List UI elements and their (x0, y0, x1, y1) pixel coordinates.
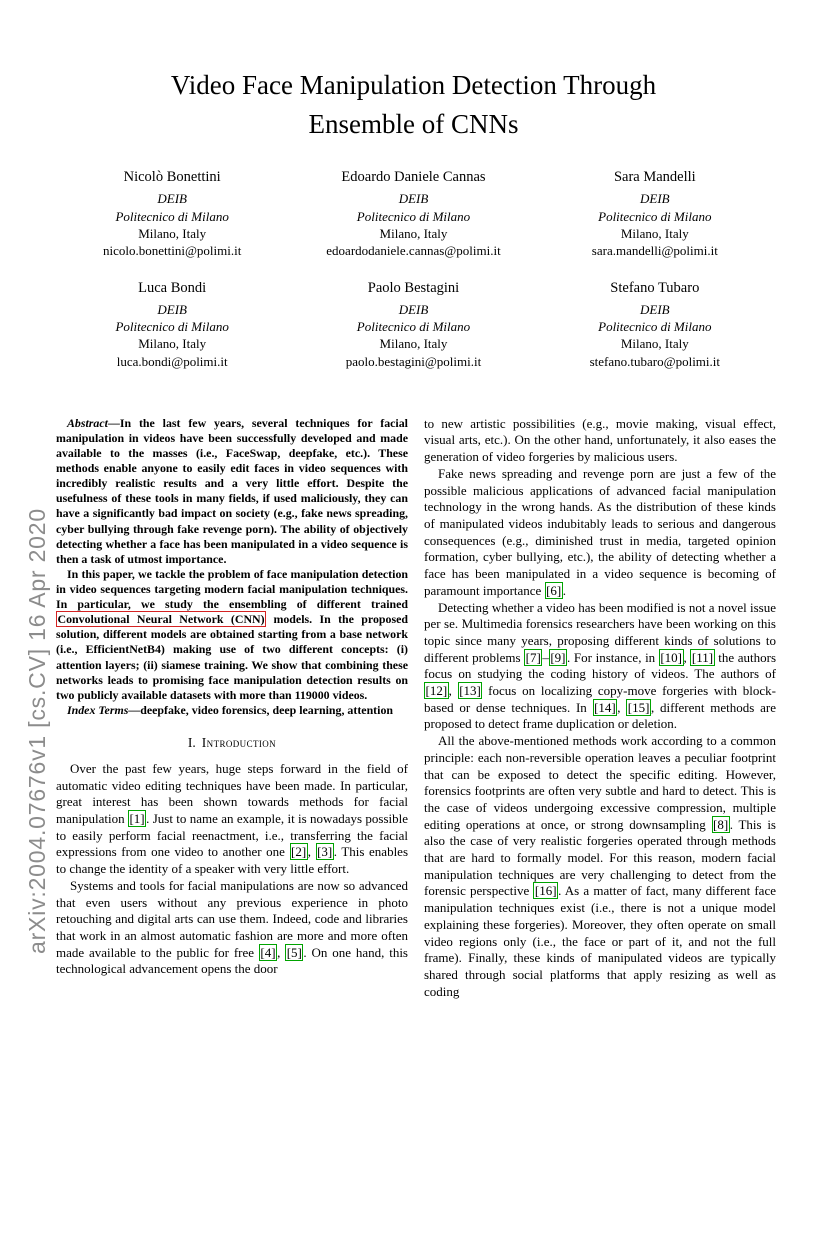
two-column-body (56, 416, 776, 1001)
author-name: Stefano Tubaro (610, 280, 700, 297)
body-paragraph: Detecting whether a video has been modified is not a novel issue per se. Multimedia forensics researchers have been working on this topic since many years, proposing different kinds of solutions to different problems [7] – [9] . For instance, in [10] , [11] the authors focus on studying the coding history of videos. The authors of [12] , [13] focus on localizing copy-move forgeries with block-based or dense techniques. In [14] , [15] , different methods are proposed to detect frame duplication or deletion. (424, 599, 777, 732)
author-name: Luca Bondi (138, 280, 207, 297)
author-dept: DEIB (398, 302, 429, 318)
abstract-label: Abstract— (67, 415, 120, 430)
body-paragraph: to new artistic possibilities (e.g., movie making, visual effect, visual arts, etc.). On the other hand, unfortunately, it also eases the generation of video forgeries by malicious users. (424, 415, 776, 465)
author-block (52, 279, 293, 370)
abstract-text: In the last few years, several techniques for facial manipulation in videos have been successfully developed and made available to the masses (i.e., FaceSwap, deepfake, etc.). These methods enable anyone to easily edit faces in video sequences with incredibly realistic results and a very little effort. Despite the usefulness of these tools in many fields, if used maliciously, they can have a significantly bad impact on society (e.g., fake news spreading, cyber bullying through fake revenge porn). The ability of objectively detecting whether a face has been manipulated in a video sequence is then a task of utmost importance. (56, 415, 408, 566)
index-terms-label: Index Terms— (67, 702, 141, 717)
author-email: paolo.bestagini@polimi.it (345, 353, 482, 369)
index-terms-text: deepfake, video forensics, deep learning, attention (140, 702, 394, 717)
paper-title-line-2: Ensemble of CNNs (308, 109, 519, 140)
author-block (52, 168, 293, 259)
author-affiliation: Politecnico di Milano (115, 208, 229, 224)
arxiv-stamp: arXiv:2004.07676v1 [cs.CV] 16 Apr 2020 (24, 508, 50, 954)
citation-link[interactable]: [16] (534, 883, 557, 899)
author-email: luca.bondi@polimi.it (116, 353, 228, 369)
citation-link[interactable]: [5] (286, 944, 302, 960)
acronym-link[interactable]: Convolutional Neural Network (CNN) (57, 612, 265, 627)
citation-link[interactable]: [10] (660, 649, 682, 665)
author-dept: DEIB (157, 191, 187, 207)
author-affiliation: Politecnico di Milano (356, 319, 471, 335)
paper-title-line-1: Video Face Manipulation Detection Through (170, 70, 657, 100)
citation-link[interactable]: [9] (550, 649, 566, 665)
author-block (293, 279, 534, 370)
author-dept: DEIB (640, 191, 670, 207)
author-location: Milano, Italy (138, 225, 207, 241)
index-terms (56, 703, 408, 718)
author-affiliation: Politecnico di Milano (115, 319, 229, 335)
body-paragraph: Over the past few years, huge steps forward in the field of automatic video editing techniques have been made. In particular, great interest has been shown towards methods for facial manipulation [1] . Just to name an example, it is nowadays possible to easily perform facial reenactment, i.e., transferring the facial expressions from one video to another one [2] , [3] . This enables to change the identity of a speaker with very little effort. (56, 760, 409, 877)
section-title: Introduction (201, 734, 277, 750)
abstract-paragraph: In this paper, we tackle the problem of face manipulation detection in video sequences targeting modern facial manipulation techniques. In particular, we study the ensembling of different trained Convolutional Neural Network (CNN) models. In the proposed solution, different models are obtained starting from a base network (i.e., EfficientNetB4) making use of two different concepts: (i) attention layers; (ii) siamese training. We show that combining these networks leads to promising face manipulation detection results on two publicly available datasets with more than 119000 videos. (56, 566, 408, 702)
author-affiliation: Politecnico di Milano (598, 208, 712, 224)
citation-link[interactable]: [1] (129, 811, 145, 827)
author-location: Milano, Italy (379, 225, 448, 241)
column-left (56, 416, 408, 1001)
author-affiliation: Politecnico di Milano (356, 208, 471, 224)
body-paragraph: Fake news spreading and revenge porn are just a few of the possible malicious applications of advanced facial manipulation technology in the wrong hands. As the distribution of these kinds of manipulated videos indubitably leads to serious and dangerous consequences (e.g., diminished trust in media, targeted opinion formation, cyber bullying, etc.), the ability of detecting whether a face has been manipulated in a video sequence is becoming of paramount importance [6] . (424, 465, 776, 598)
abstract-paragraph (56, 416, 408, 567)
citation-link[interactable]: [14] (594, 699, 616, 715)
column-right (424, 416, 776, 1001)
author-name: Edoardo Daniele Cannas (341, 169, 486, 186)
citation-link[interactable]: [2] (291, 844, 307, 860)
author-name: Sara Mandelli (613, 169, 696, 186)
author-name: Nicolò Bonettini (123, 169, 221, 186)
section-heading-introduction (56, 735, 408, 751)
author-location: Milano, Italy (620, 336, 689, 352)
author-dept: DEIB (157, 302, 187, 318)
citation-link[interactable]: [11] (691, 649, 714, 665)
author-email: edoardodaniele.cannas@polimi.it (326, 242, 501, 258)
citation-link[interactable]: [4] (260, 944, 276, 960)
author-email: sara.mandelli@polimi.it (591, 242, 718, 258)
citation-link[interactable]: [3] (317, 844, 333, 860)
author-block (293, 168, 534, 259)
citation-link[interactable]: [12] (425, 683, 448, 699)
body-paragraph: Systems and tools for facial manipulations are now so advanced that even users without any previous experience in photo retouching and digital arts can use them. Indeed, code and libraries that work in an almost automatic fashion are more and more often made available to the public for free [4] , [5] . On one hand, this technological advancement opens the door (56, 877, 408, 977)
author-block (534, 279, 775, 370)
citation-link[interactable]: [7] (525, 649, 541, 665)
body-paragraph: All the above-mentioned methods work according to a common principle: each non-reversible operation leaves a peculiar footprint that can be exposed to detect the specific editing. However, forensics footprints are often very subtle and hard to detect. This is the case of videos undergoing excessive compression, multiple editing operations at once, or strong downsampling [8] . This is also the case of very realistic forgeries operated through methods that are hard to formally model. For this reason, modern facial manipulation techniques are very challenging to detect from the forensic perspective [16] . As a matter of fact, many different face manipulation techniques exist (i.e., there is not a unique model explaining these forgeries). Moreover, they often operate on small video regions only (i.e., the face or part of it, and not the full frame). Finally, these kinds of manipulated videos are typically shared through social platforms that apply resizing as well as coding (424, 733, 776, 999)
author-dept: DEIB (640, 302, 670, 318)
author-email: nicolo.bonettini@polimi.it (102, 242, 242, 258)
author-affiliation: Politecnico di Milano (598, 319, 712, 335)
author-location: Milano, Italy (379, 336, 448, 352)
citation-link[interactable]: [6] (546, 582, 562, 598)
citation-link[interactable]: [13] (459, 683, 481, 699)
author-location: Milano, Italy (620, 225, 689, 241)
paper-title (0, 66, 827, 144)
author-block (534, 168, 775, 259)
author-grid (52, 168, 776, 370)
author-email: stefano.tubaro@polimi.it (589, 353, 721, 369)
author-dept: DEIB (398, 191, 429, 207)
citation-link[interactable]: [15] (627, 699, 650, 715)
section-number: I. (187, 734, 196, 750)
paper-page (0, 66, 827, 1236)
author-location: Milano, Italy (138, 336, 207, 352)
author-name: Paolo Bestagini (367, 280, 460, 297)
citation-link[interactable]: [8] (713, 816, 729, 832)
